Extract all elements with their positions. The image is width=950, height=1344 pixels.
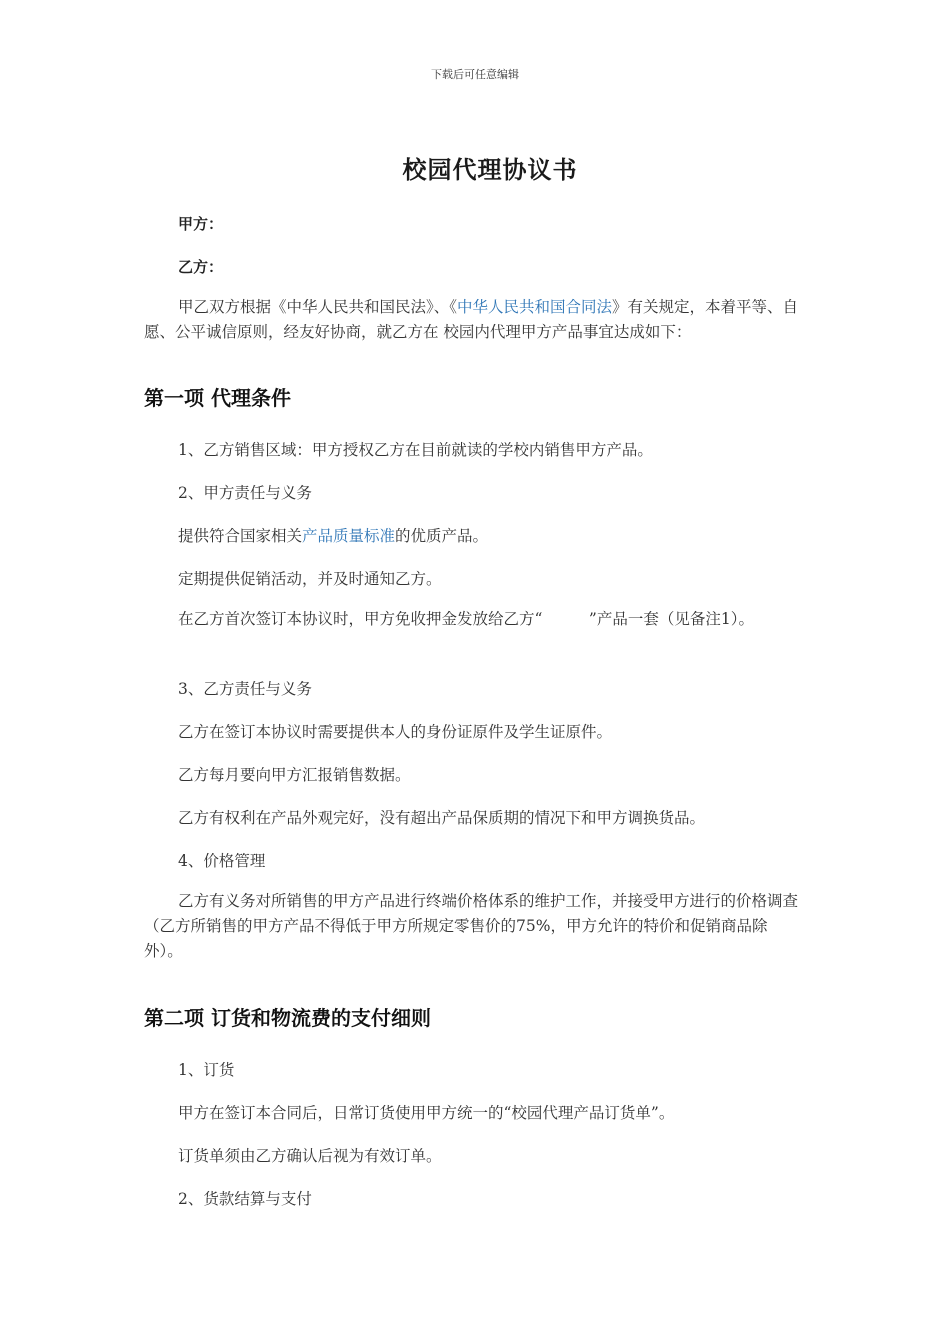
intro-text-2: 》有关规定，本着平等、自愿、公平诚信原则，经友好协商，就乙方在 校园内代理甲方产品事宜达成如下： (144, 298, 799, 341)
party-a-duty-promotion: 定期提供促销活动，并及时通知乙方。 (178, 570, 442, 588)
party-b-label: 乙方： (178, 258, 224, 276)
section1-item3: 3、乙方责任与义务 (178, 680, 312, 698)
intro-text-1: 甲乙双方根据《中华人民共和国民法》、《 (178, 298, 458, 316)
party-a-duty-deposit: 在乙方首次签订本协议时，甲方免收押金发放给乙方“ ”产品一套（见备注1）。 (178, 610, 754, 628)
order-form-rule: 甲方在签订本合同后，日常订货使用甲方统一的“校园代理产品订货单”。 (178, 1104, 675, 1122)
duty-a-text-2: 的优质产品。 (395, 527, 489, 545)
duty-a-text-1: 提供符合国家相关 (178, 527, 303, 545)
section2-item1: 1、订货 (178, 1061, 235, 1079)
section1-heading: 第一项 代理条件 (144, 386, 291, 410)
document-title: 校园代理协议书 (402, 155, 578, 184)
section1-item2: 2、甲方责任与义务 (178, 484, 312, 502)
party-a-label: 甲方： (178, 215, 224, 233)
quality-standard-link[interactable]: 产品质量标准 (302, 527, 396, 545)
party-a-duty-quality (178, 524, 488, 546)
party-b-duty-documents: 乙方在签订本协议时需要提供本人的身份证原件及学生证原件。 (178, 723, 613, 741)
section2-item2: 2、货款结算与支付 (178, 1190, 312, 1208)
party-b-duty-exchange: 乙方有权利在产品外观完好，没有超出产品保质期的情况下和甲方调换货品。 (178, 809, 706, 827)
section2-heading: 第二项 订货和物流费的支付细则 (144, 1006, 431, 1030)
price-management-paragraph: 乙方有义务对所销售的甲方产品进行终端价格体系的维护工作，并接受甲方进行的价格调查（乙方所销售的甲方产品不得低于甲方所规定零售价的75%，甲方允许的特价和促销商品除外）。 (144, 892, 799, 960)
header-note: 下载后可任意编辑 (431, 68, 519, 81)
order-confirm-rule: 订货单须由乙方确认后视为有效订单。 (178, 1147, 442, 1165)
section1-item1: 1、乙方销售区域：甲方授权乙方在目前就读的学校内销售甲方产品。 (178, 441, 653, 459)
party-b-duty-report: 乙方每月要向甲方汇报销售数据。 (178, 766, 411, 784)
section1-item4: 4、价格管理 (178, 852, 266, 870)
intro-paragraph (144, 295, 804, 345)
contract-law-link[interactable]: 中华人民共和国合同法 (457, 298, 613, 316)
